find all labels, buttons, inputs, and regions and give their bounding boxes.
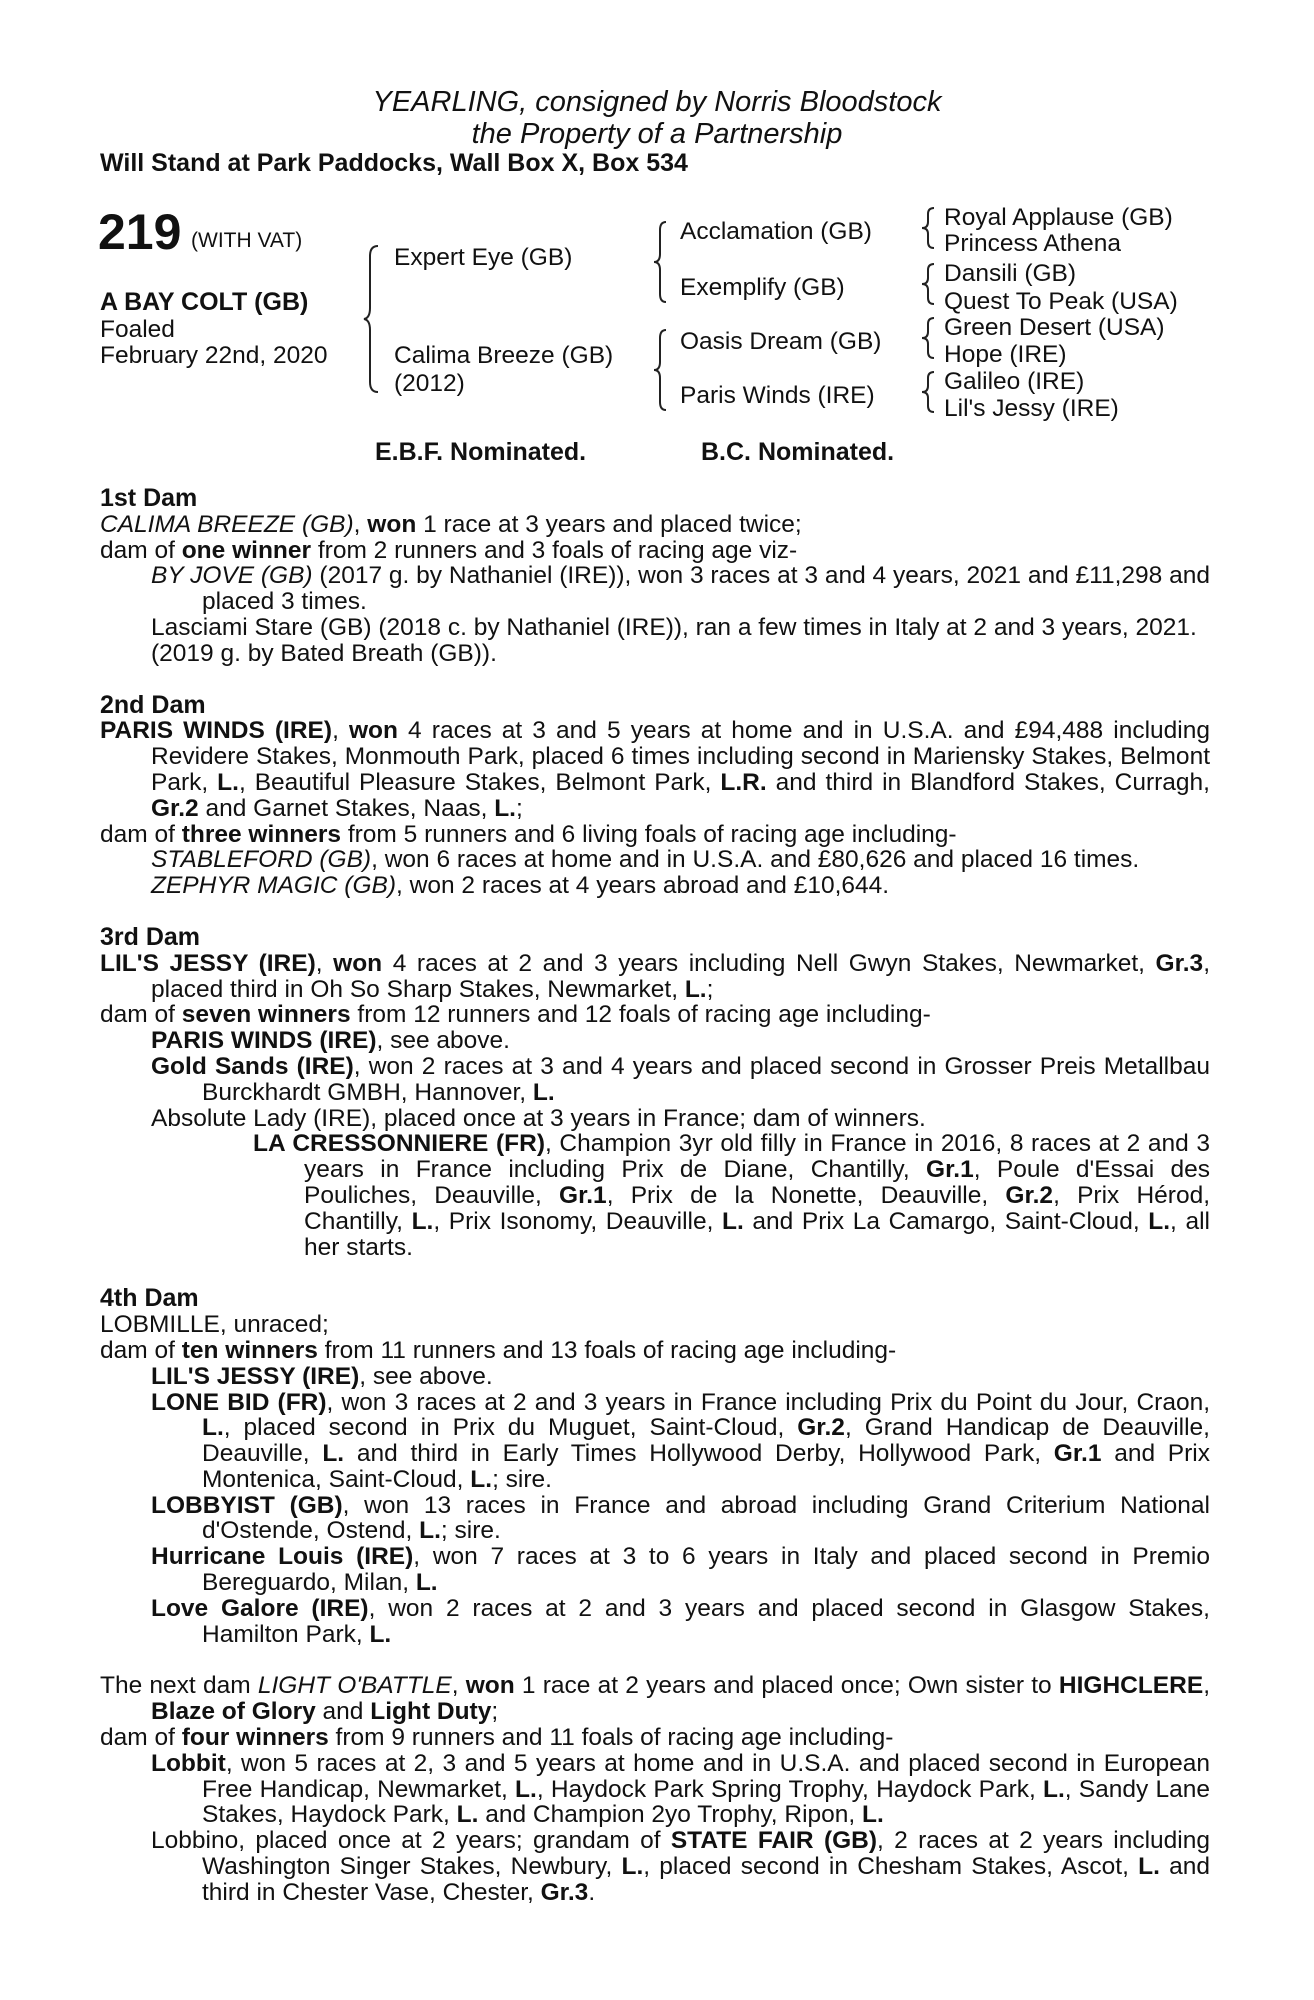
foaled-date: February 22nd, 2020: [100, 342, 328, 369]
fourth-dam-produce-2: LONE BID (FR), won 3 races at 2 and 3 years in France including Prix du Point du Jour, Craon, L., placed second in Prix du Muguet, Saint-Cloud, Gr.2, Grand Handicap de Deauville, Deauville, L. and third in Early Times Hollywood Derby, Hollywood Park, Gr.1 and Prix Montenica, Saint-Cloud, L.; sire.: [151, 1388, 1211, 1493]
next-dam-produce-1: Lobbit, won 5 races at 2, 3 and 5 years at home and in U.S.A. and placed second in European Free Handicap, Newmarket, L., Haydock Park Spring Trophy, Haydock Park, L., Sandy Lane Stakes, Haydock Park, L. and Champion 2yo Trophy, Ripon, L.: [151, 1749, 1210, 1829]
vat-label: (WITH VAT): [191, 229, 303, 252]
dam-year: (2012): [394, 370, 465, 397]
third-dam-grandproduce-1: LA CRESSONNIERE (FR), Champion 3yr old filly in France in 2016, 8 races at 2 and 3 years in France including Prix de Diane, Chantilly, Gr.1, Poule d'Essai des Pouliches, Deauville, Gr.1, Prix de la Nonette, Deauville, Gr.2, Prix Hérod, Chantilly, L., Prix Isonomy, Deauville, L. and Prix La Camargo, Saint-Cloud, L., all her starts.: [253, 1130, 1211, 1261]
fourth-dam-heading: 4th Dam: [100, 1284, 199, 1313]
fourth-dam-produce-5: Love Galore (IRE), won 2 races at 2 and 3 years and placed second in Glasgow Stakes, Hamilton Park, L.: [151, 1594, 1210, 1648]
next-dam-produce-2: Lobbino, placed once at 2 years; grandam of STATE FAIR (GB), 2 races at 2 years including Washington Singer Stakes, Newbury, L., placed second in Chesham Stakes, Ascot, L. and third in Chester Vase, Chester, Gr.3.: [151, 1827, 1210, 1906]
ebf-nominated: E.B.F. Nominated.: [375, 438, 587, 466]
second-dam-produce-1: STABLEFORD (GB), won 6 races at home and in U.S.A. and £80,626 and placed 16 times.: [151, 846, 1140, 874]
catalogue-body: [100, 486, 1210, 1906]
dam-name: Calima Breeze (GB): [394, 342, 614, 369]
third-dam-produce-2: Gold Sands (IRE), won 2 races at 3 and 4 years and placed second in Grosser Preis Metallbau Burckhardt GMBH, Hannover, L.: [151, 1052, 1210, 1106]
third-dam-heading: 3rd Dam: [100, 922, 201, 951]
brace-dam: [654, 328, 674, 412]
first-dam-produce-summary: dam of one winner from 2 runners and 3 foals of racing age viz-: [100, 536, 798, 564]
first-dam-produce-3: (2019 g. by Bated Breath (GB)).: [151, 639, 497, 667]
sire-sire: Acclamation (GB): [680, 218, 872, 245]
second-dam-heading: 2nd Dam: [100, 690, 206, 719]
first-dam-produce-2: Lasciami Stare (GB) (2018 c. by Nathaniel (IRE)), ran a few times in Italy at 2 and 3 years, 2021.: [151, 613, 1197, 641]
second-dam-produce-summary: dam of three winners from 5 runners and 6 living foals of racing age including-: [100, 820, 957, 848]
second-dam-produce-2: ZEPHYR MAGIC (GB), won 2 races at 4 years abroad and £10,644.: [151, 872, 890, 900]
brace-g3: [922, 316, 938, 360]
third-dam-produce-3: Absolute Lady (IRE), placed once at 3 years in France; dam of winners.: [151, 1104, 926, 1132]
third-dam-name: LIL'S JESSY (IRE): [100, 949, 316, 977]
grandparent-2: Princess Athena: [944, 230, 1122, 257]
next-dam-name: LIGHT O'BATTLE: [257, 1672, 452, 1700]
lot-name: A BAY COLT (GB): [100, 288, 309, 316]
first-dam-heading: 1st Dam: [100, 484, 198, 512]
next-dam-produce-summary: dam of four winners from 9 runners and 11 foals of racing age including-: [100, 1724, 894, 1752]
fourth-dam-produce-summary: dam of ten winners from 11 runners and 13 foals of racing age including-: [100, 1336, 897, 1364]
grandparent-8: Lil's Jessy (IRE): [944, 395, 1119, 422]
bc-nominated: B.C. Nominated.: [701, 438, 895, 466]
fourth-dam-produce-1: LIL'S JESSY (IRE), see above.: [151, 1362, 493, 1390]
first-dam-produce-1: BY JOVE (GB) (2017 g. by Nathaniel (IRE)), won 3 races at 3 and 4 years, 2021 and £11,298 and placed 3 times.: [151, 562, 1211, 616]
brace-main: [364, 244, 384, 394]
grandparent-6: Hope (IRE): [944, 341, 1067, 368]
sire-dam: Exemplify (GB): [680, 274, 845, 301]
fourth-dam-produce-3: LOBBYIST (GB), won 13 races in France and abroad including Grand Criterium National d'Ostende, Ostend, L.; sire.: [151, 1491, 1210, 1545]
brace-g4: [922, 370, 938, 414]
brace-sire: [654, 220, 674, 304]
grandparent-1: Royal Applause (GB): [944, 204, 1173, 231]
header-consignor: YEARLING, consigned by Norris Bloodstock: [372, 86, 942, 118]
lot-number: 219: [98, 204, 182, 260]
second-dam-name: PARIS WINDS (IRE): [100, 717, 333, 745]
header-stand: Will Stand at Park Paddocks, Wall Box X, Box 534: [100, 149, 688, 177]
grandparent-3: Dansili (GB): [944, 260, 1077, 287]
grandparent-5: Green Desert (USA): [944, 314, 1165, 341]
fourth-dam-record: LOBMILLE, unraced;: [100, 1311, 329, 1339]
grandparent-4: Quest To Peak (USA): [944, 288, 1178, 315]
brace-g1: [922, 206, 938, 250]
foaled-label: Foaled: [100, 316, 175, 343]
third-dam-record: LIL'S JESSY (IRE), won 4 races at 2 and 3 years including Nell Gwyn Stakes, Newmarket, Gr.3, placed third in Oh So Sharp Stakes, Newmarket, L.;: [100, 949, 1211, 1003]
first-dam-record: CALIMA BREEZE (GB), won 1 race at 3 years and placed twice;: [100, 510, 802, 538]
fourth-dam-produce-4: Hurricane Louis (IRE), won 7 races at 3 to 6 years in Italy and placed second in Premio Bereguardo, Milan, L.: [151, 1543, 1211, 1597]
third-dam-produce-1: PARIS WINDS (IRE), see above.: [151, 1027, 510, 1055]
second-dam-record: PARIS WINDS (IRE), won 4 races at 3 and 5 years at home and in U.S.A. and £94,488 including Revidere Stakes, Monmouth Park, placed 6 times including second in Mariensky Stakes, Belmont Park, L., Beautiful Pleasure Stakes, Belmont Park, L.R. and third in Blandford Stakes, Curragh, Gr.2 and Garnet Stakes, Naas, L.;: [100, 717, 1210, 822]
grandparent-7: Galileo (IRE): [944, 368, 1085, 395]
fourth-dam-name: LOBMILLE: [100, 1311, 220, 1339]
dam-sire: Oasis Dream (GB): [680, 328, 882, 355]
brace-g2: [922, 262, 938, 306]
dam-dam: Paris Winds (IRE): [680, 382, 875, 409]
header-property: the Property of a Partnership: [471, 118, 843, 150]
first-dam-name: CALIMA BREEZE (GB): [100, 510, 354, 538]
sire-name: Expert Eye (GB): [394, 244, 573, 271]
third-dam-produce-summary: dam of seven winners from 12 runners and 12 foals of racing age including-: [100, 1001, 931, 1029]
next-dam-record: The next dam LIGHT O'BATTLE, won 1 race at 2 years and placed once; Own sister to HIGHCLERE, Blaze of Glory and Light Duty;: [100, 1672, 1210, 1726]
